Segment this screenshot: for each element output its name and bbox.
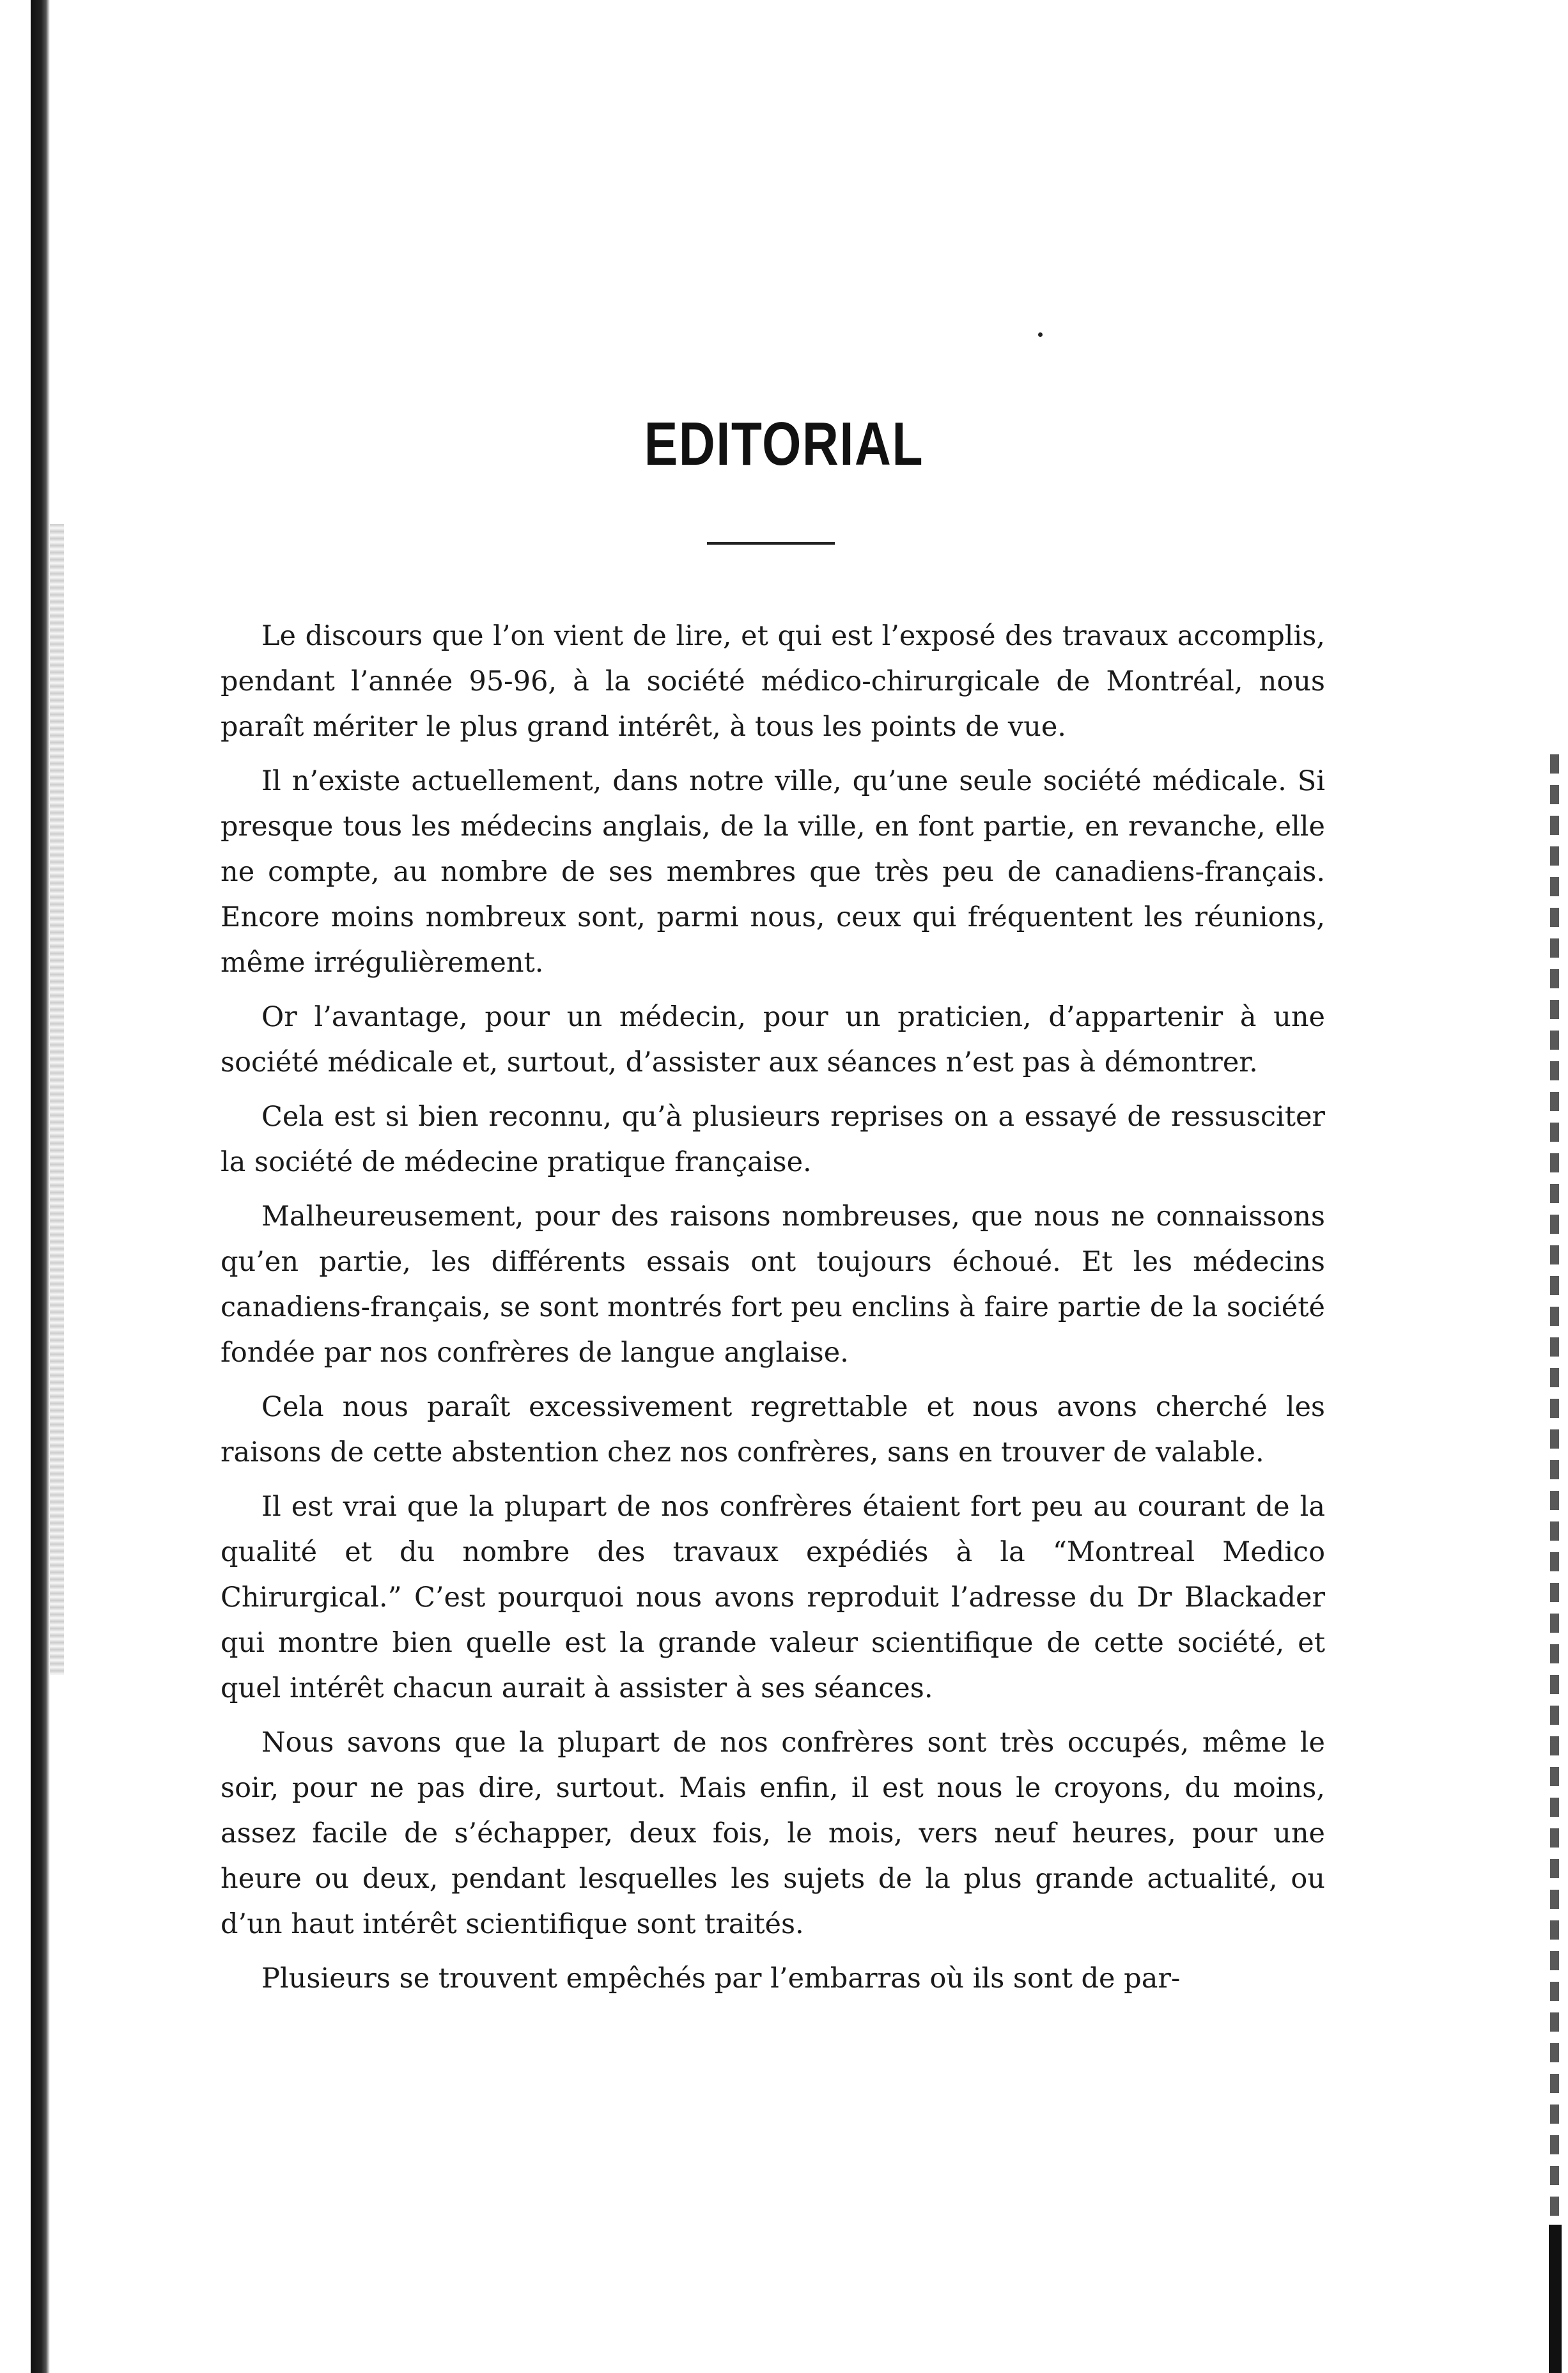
binding-shadow	[50, 524, 64, 1675]
paragraph-1: Le discours que l’on vient de lire, et qui est l’exposé des travaux accomplis, pendant l’année 95-96, à la société médico-chirurgicale de Montréal, nous paraît mériter le plus grand intérêt, à tous les points de vue.	[221, 620, 1325, 743]
article-body	[221, 614, 1325, 2011]
right-page-edge-bottom	[1549, 2225, 1562, 2373]
paragraph-3: Or l’avantage, pour un médecin, pour un praticien, d’appartenir à une société médicale et, surtout, d’assister aux séances n’est pas à démontrer.	[221, 1001, 1325, 1078]
title-divider	[707, 542, 835, 545]
paragraph-5: Malheureusement, pour des raisons nombreuses, que nous ne connaissons qu’en partie, les différents essais ont toujours échoué. Et les médecins canadiens-français, se sont montrés fort peu enclins à faire partie de la société fondée par nos confrères de langue anglaise.	[221, 1201, 1325, 1369]
paragraph-6: Cela nous paraît excessivement regrettable et nous avons cherché les raisons de cette abstention chez nos confrères, sans en trouver de valable.	[221, 1391, 1325, 1468]
paragraph-8: Nous savons que la plupart de nos confrères sont très occupés, même le soir, pour ne pas dire, surtout. Mais enfin, il est nous le croyons, du moins, assez facile de s’échapper, deux fois, le mois, vers neuf heures, pour une heure ou deux, pendant lesquelles les sujets de la plus grande actualité, ou d’un haut intérêt scientifique sont traités.	[221, 1727, 1325, 1940]
page-binding-edge	[31, 0, 50, 2373]
paragraph-2: Il n’existe actuellement, dans notre ville, qu’une seule société médicale. Si presque tous les médecins anglais, de la ville, en font partie, en revanche, elle ne compte, au nombre de ses membres que très peu de canadiens-français. Encore moins nombreux sont, parmi nous, ceux qui fréquentent les réunions, même irrégulièrement.	[221, 765, 1325, 979]
paragraph-7: Il est vrai que la plupart de nos confrères étaient fort peu au courant de la qualité et du nombre des travaux expédiés à la “Montreal Medico Chirurgical.” C’est pourquoi nous avons reproduit l’adresse du Dr Blackader qui montre bien quelle est la grande valeur scientifique de cette société, et quel intérêt chacun aurait à assister à ses séances.	[221, 1491, 1325, 1704]
page-title: EDITORIAL	[644, 410, 924, 478]
paragraph-4: Cela est si bien reconnu, qu’à plusieurs reprises on a essayé de ressusciter la société de médecine pratique française.	[221, 1101, 1325, 1178]
ink-speck	[1038, 332, 1043, 337]
right-page-edge	[1550, 754, 1559, 2372]
paragraph-9: Plusieurs se trouvent empêchés par l’embarras où ils sont de par-	[261, 1963, 1181, 1995]
